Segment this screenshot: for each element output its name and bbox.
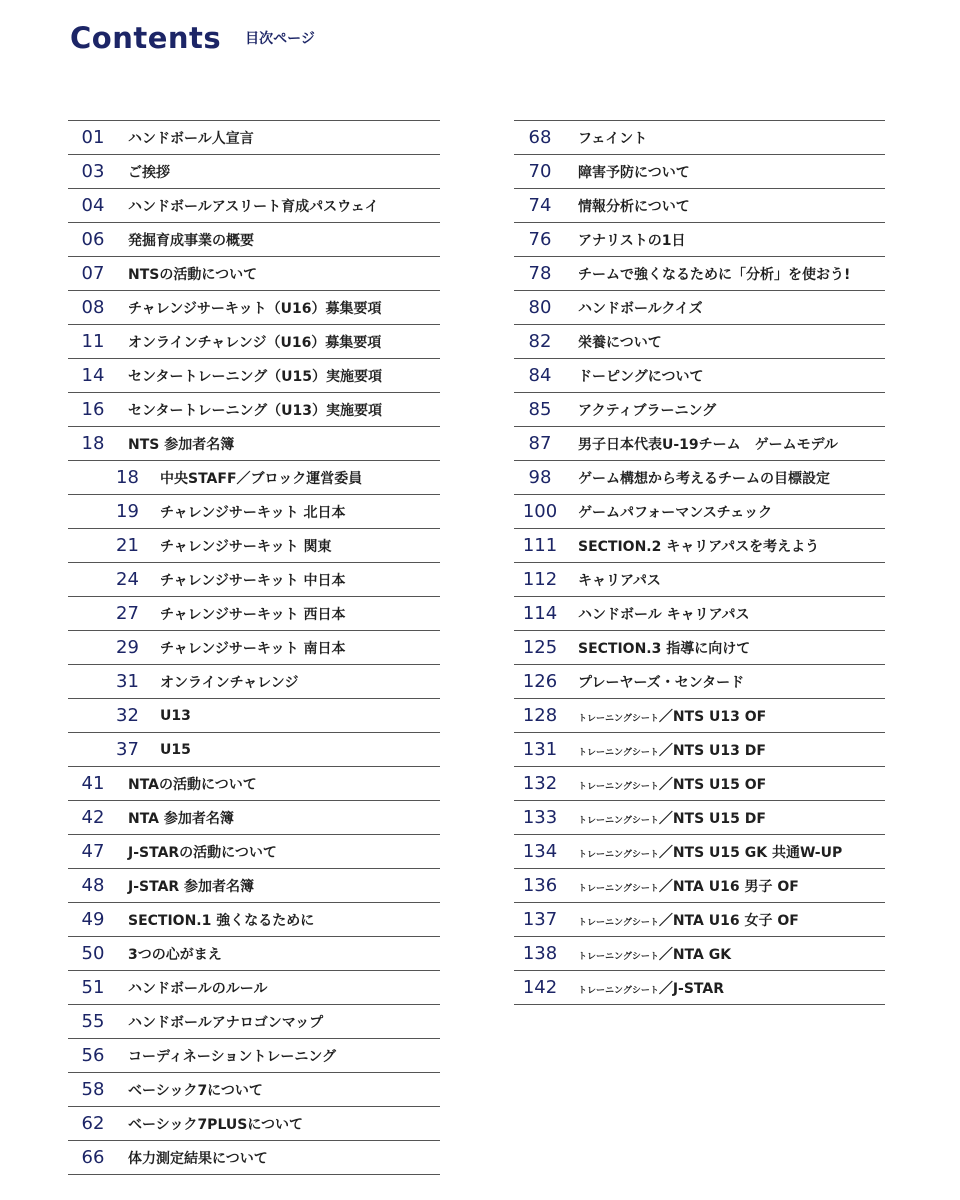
entry-title: キャリアパス bbox=[578, 572, 661, 589]
page-number: 51 bbox=[81, 977, 105, 998]
entry-prefix: トレーニングシート bbox=[578, 985, 659, 996]
page-number: 137 bbox=[522, 909, 558, 930]
toc-entry[interactable] bbox=[68, 1005, 440, 1039]
toc-entry[interactable] bbox=[68, 393, 440, 427]
entry-title: ゲームパフォーマンスチェック bbox=[578, 504, 773, 521]
page-number: 04 bbox=[81, 195, 105, 216]
page-number: 58 bbox=[81, 1079, 105, 1100]
page-number: 29 bbox=[116, 637, 139, 658]
toc-entry[interactable] bbox=[68, 1073, 440, 1107]
page-number: 70 bbox=[528, 161, 552, 182]
entry-title: チャレンジサーキット 南日本 bbox=[160, 640, 346, 657]
entry-title: 体力測定結果について bbox=[128, 1150, 268, 1167]
toc-entry[interactable] bbox=[68, 427, 440, 461]
page-number: 18 bbox=[81, 433, 105, 454]
toc-column-left bbox=[68, 120, 440, 1175]
toc-subentry[interactable] bbox=[68, 495, 440, 529]
toc-entry[interactable] bbox=[68, 835, 440, 869]
toc-subentry[interactable] bbox=[68, 597, 440, 631]
entry-title: チャレンジサーキット 北日本 bbox=[160, 504, 346, 521]
page-number: 68 bbox=[528, 127, 552, 148]
page-number: 128 bbox=[522, 705, 558, 726]
entry-title: ハンドボール人宣言 bbox=[128, 130, 254, 147]
page-number: 126 bbox=[522, 671, 558, 692]
toc-entry[interactable] bbox=[68, 223, 440, 257]
entry-title-text: ／NTA U16 男子 OF bbox=[658, 878, 799, 895]
entry-title: SECTION.3 指導に向けて bbox=[578, 640, 751, 657]
entry-title-text: ／NTS U15 OF bbox=[658, 776, 767, 793]
toc-entry[interactable] bbox=[514, 121, 885, 155]
entry-title bbox=[578, 706, 766, 726]
entry-title: 中央STAFF／ブロック運営委員 bbox=[160, 470, 363, 487]
entry-title bbox=[578, 774, 766, 794]
entry-title: NTAの活動について bbox=[128, 776, 257, 793]
toc-subentry[interactable] bbox=[68, 699, 440, 733]
page-number: 41 bbox=[81, 773, 105, 794]
entry-title bbox=[578, 876, 799, 896]
toc-entry[interactable] bbox=[514, 563, 885, 597]
entry-title: ドーピングについて bbox=[578, 368, 704, 385]
page-number: 74 bbox=[528, 195, 552, 216]
page-number: 85 bbox=[528, 399, 552, 420]
entry-title: フェイント bbox=[578, 130, 648, 147]
toc-subentry[interactable] bbox=[68, 529, 440, 563]
page-number: 131 bbox=[522, 739, 558, 760]
page-number: 24 bbox=[116, 569, 139, 590]
entry-title-text: ／J-STAR bbox=[658, 980, 725, 997]
entry-title: ご挨拶 bbox=[128, 164, 170, 181]
entry-prefix: トレーニングシート bbox=[578, 713, 659, 724]
toc-column-right bbox=[514, 120, 885, 1005]
entry-title: U15 bbox=[160, 741, 191, 758]
toc-entry[interactable] bbox=[514, 631, 885, 665]
page-number: 06 bbox=[81, 229, 105, 250]
toc-entry[interactable] bbox=[514, 529, 885, 563]
entry-title: SECTION.2 キャリアパスを考えよう bbox=[578, 538, 820, 555]
entry-title: SECTION.1 強くなるために bbox=[128, 912, 315, 929]
entry-title: センタートレーニング（U15）実施要項 bbox=[128, 368, 383, 385]
toc-entry[interactable] bbox=[68, 257, 440, 291]
entry-title: チャレンジサーキット（U16）募集要項 bbox=[128, 300, 382, 317]
toc-subentry[interactable] bbox=[68, 563, 440, 597]
page-number: 14 bbox=[81, 365, 105, 386]
toc-entry[interactable] bbox=[68, 1107, 440, 1141]
entry-title bbox=[578, 808, 766, 828]
entry-prefix: トレーニングシート bbox=[578, 815, 659, 826]
entry-title: チャレンジサーキット 中日本 bbox=[160, 572, 346, 589]
entry-title bbox=[578, 978, 724, 998]
page-number: 87 bbox=[528, 433, 552, 454]
toc-entry[interactable] bbox=[514, 767, 885, 801]
toc-entry[interactable] bbox=[514, 359, 885, 393]
page-number: 142 bbox=[522, 977, 558, 998]
toc-entry[interactable] bbox=[68, 325, 440, 359]
page-number: 16 bbox=[81, 399, 105, 420]
entry-prefix: トレーニングシート bbox=[578, 951, 659, 962]
entry-prefix: トレーニングシート bbox=[578, 781, 659, 792]
toc-subentry[interactable] bbox=[68, 461, 440, 495]
entry-title-text: ／NTS U15 DF bbox=[658, 810, 766, 827]
toc-entry[interactable] bbox=[514, 903, 885, 937]
page-number: 78 bbox=[528, 263, 552, 284]
entry-prefix: トレーニングシート bbox=[578, 849, 659, 860]
page-number: 42 bbox=[81, 807, 105, 828]
entry-title: オンラインチャレンジ bbox=[160, 674, 299, 691]
page-number: 37 bbox=[116, 739, 139, 760]
toc-entry[interactable] bbox=[514, 223, 885, 257]
page-number: 07 bbox=[81, 263, 105, 284]
toc-entry[interactable] bbox=[68, 359, 440, 393]
toc-entry[interactable] bbox=[68, 903, 440, 937]
entry-title: J-STARの活動について bbox=[128, 844, 277, 861]
toc-entry[interactable] bbox=[514, 427, 885, 461]
entry-title-text: ／NTS U13 DF bbox=[658, 742, 766, 759]
page-number: 48 bbox=[81, 875, 105, 896]
page-number: 132 bbox=[522, 773, 558, 794]
toc-entry[interactable] bbox=[514, 937, 885, 971]
page-number: 62 bbox=[81, 1113, 105, 1134]
toc-entry[interactable] bbox=[514, 325, 885, 359]
entry-title: アクティブラーニング bbox=[578, 402, 717, 419]
toc-entry[interactable] bbox=[514, 393, 885, 427]
page-number: 112 bbox=[522, 569, 558, 590]
toc-entry[interactable] bbox=[514, 257, 885, 291]
toc-entry[interactable] bbox=[68, 971, 440, 1005]
toc-entry[interactable] bbox=[514, 155, 885, 189]
entry-title: 3つの心がまえ bbox=[128, 946, 222, 963]
entry-title: ゲーム構想から考えるチームの目標設定 bbox=[578, 470, 830, 487]
page-title: Contents bbox=[70, 21, 222, 55]
entry-title: NTA 参加者名簿 bbox=[128, 810, 234, 827]
page-number: 76 bbox=[528, 229, 552, 250]
toc-entry[interactable] bbox=[68, 1141, 440, 1175]
page-number: 11 bbox=[81, 331, 105, 352]
entry-title: ベーシック7PLUSについて bbox=[128, 1116, 304, 1133]
page-number: 125 bbox=[522, 637, 558, 658]
toc-entry[interactable] bbox=[514, 971, 885, 1005]
entry-title: 栄養について bbox=[578, 334, 662, 351]
entry-title: コーディネーショントレーニング bbox=[128, 1048, 337, 1065]
page-number: 31 bbox=[116, 671, 139, 692]
page-number: 111 bbox=[522, 535, 558, 556]
page-header bbox=[70, 18, 315, 58]
entry-title: 障害予防について bbox=[578, 164, 690, 181]
toc-entry[interactable] bbox=[514, 869, 885, 903]
toc-entry[interactable] bbox=[68, 801, 440, 835]
page-number: 138 bbox=[522, 943, 558, 964]
entry-title: 情報分析について bbox=[578, 198, 690, 215]
page-number: 19 bbox=[116, 501, 139, 522]
entry-title: ハンドボールアナロゴンマップ bbox=[128, 1014, 324, 1031]
page-number: 134 bbox=[522, 841, 558, 862]
entry-title: 発掘育成事業の概要 bbox=[128, 232, 254, 249]
entry-title-text: ／NTA U16 女子 OF bbox=[658, 912, 799, 929]
entry-title: ハンドボールのルール bbox=[128, 980, 268, 997]
toc-entry[interactable] bbox=[514, 597, 885, 631]
entry-title-text: ／NTS U13 OF bbox=[658, 708, 767, 725]
page-number: 100 bbox=[522, 501, 558, 522]
page-number: 133 bbox=[522, 807, 558, 828]
page-number: 50 bbox=[81, 943, 105, 964]
entry-title: ハンドボール キャリアパス bbox=[578, 606, 750, 623]
page-number: 27 bbox=[116, 603, 139, 624]
entry-title: オンラインチャレンジ（U16）募集要項 bbox=[128, 334, 382, 351]
entry-title: NTSの活動について bbox=[128, 266, 258, 283]
page-number: 114 bbox=[522, 603, 558, 624]
page-number: 08 bbox=[81, 297, 105, 318]
page-number: 47 bbox=[81, 841, 105, 862]
toc-subentry[interactable] bbox=[68, 665, 440, 699]
entry-title: プレーヤーズ・センタード bbox=[578, 674, 745, 691]
entry-title: ベーシック7について bbox=[128, 1082, 263, 1099]
page-number: 98 bbox=[528, 467, 552, 488]
toc-entry[interactable] bbox=[514, 699, 885, 733]
entry-title: U13 bbox=[160, 707, 191, 724]
page-number: 21 bbox=[116, 535, 139, 556]
page-number: 49 bbox=[81, 909, 105, 930]
toc-subentry[interactable] bbox=[68, 631, 440, 665]
toc-entry[interactable] bbox=[68, 189, 440, 223]
entry-title: チャレンジサーキット 関東 bbox=[160, 538, 332, 555]
toc-entry[interactable] bbox=[68, 937, 440, 971]
toc-entry[interactable] bbox=[514, 665, 885, 699]
entry-title: アナリストの1日 bbox=[578, 232, 686, 249]
toc-entry[interactable] bbox=[514, 291, 885, 325]
toc-entry[interactable] bbox=[514, 189, 885, 223]
entry-title: 男子日本代表U-19チーム ゲームモデル bbox=[578, 436, 838, 453]
toc-entry[interactable] bbox=[514, 495, 885, 529]
entry-title bbox=[578, 740, 766, 760]
page-number: 03 bbox=[81, 161, 105, 182]
entry-prefix: トレーニングシート bbox=[578, 917, 659, 928]
entry-title-text: ／NTA GK bbox=[658, 946, 732, 963]
entry-title bbox=[578, 944, 731, 964]
entry-title: ハンドボールアスリート育成パスウェイ bbox=[128, 198, 379, 215]
entry-title bbox=[578, 842, 842, 862]
page-number: 66 bbox=[81, 1147, 105, 1168]
entry-prefix: トレーニングシート bbox=[578, 883, 659, 894]
page-number: 56 bbox=[81, 1045, 105, 1066]
entry-title: J-STAR 参加者名簿 bbox=[128, 878, 255, 895]
toc-subentry[interactable] bbox=[68, 733, 440, 767]
entry-title bbox=[578, 910, 799, 930]
toc-entry[interactable] bbox=[68, 1039, 440, 1073]
page-subtitle: 目次ページ bbox=[245, 31, 315, 47]
toc-entry[interactable] bbox=[514, 835, 885, 869]
page-number: 80 bbox=[528, 297, 552, 318]
page-number: 136 bbox=[522, 875, 558, 896]
page-number: 55 bbox=[81, 1011, 105, 1032]
toc-entry[interactable] bbox=[68, 155, 440, 189]
entry-title: チームで強くなるために「分析」を使おう! bbox=[578, 266, 851, 283]
page-number: 18 bbox=[116, 467, 139, 488]
toc-entry[interactable] bbox=[68, 121, 440, 155]
entry-title: チャレンジサーキット 西日本 bbox=[160, 606, 346, 623]
entry-title: ハンドボールクイズ bbox=[578, 300, 703, 317]
toc-entry[interactable] bbox=[514, 801, 885, 835]
entry-title: NTS 参加者名簿 bbox=[128, 436, 235, 453]
page-number: 01 bbox=[81, 127, 105, 148]
entry-prefix: トレーニングシート bbox=[578, 747, 659, 758]
page-number: 84 bbox=[528, 365, 552, 386]
toc-entry[interactable] bbox=[68, 767, 440, 801]
toc-entry[interactable] bbox=[514, 461, 885, 495]
toc-entry[interactable] bbox=[514, 733, 885, 767]
entry-title-text: ／NTS U15 GK 共通W-UP bbox=[658, 844, 843, 861]
toc-entry[interactable] bbox=[68, 291, 440, 325]
page-number: 32 bbox=[116, 705, 139, 726]
toc-entry[interactable] bbox=[68, 869, 440, 903]
page-number: 82 bbox=[528, 331, 552, 352]
entry-title: センタートレーニング（U13）実施要項 bbox=[128, 402, 383, 419]
